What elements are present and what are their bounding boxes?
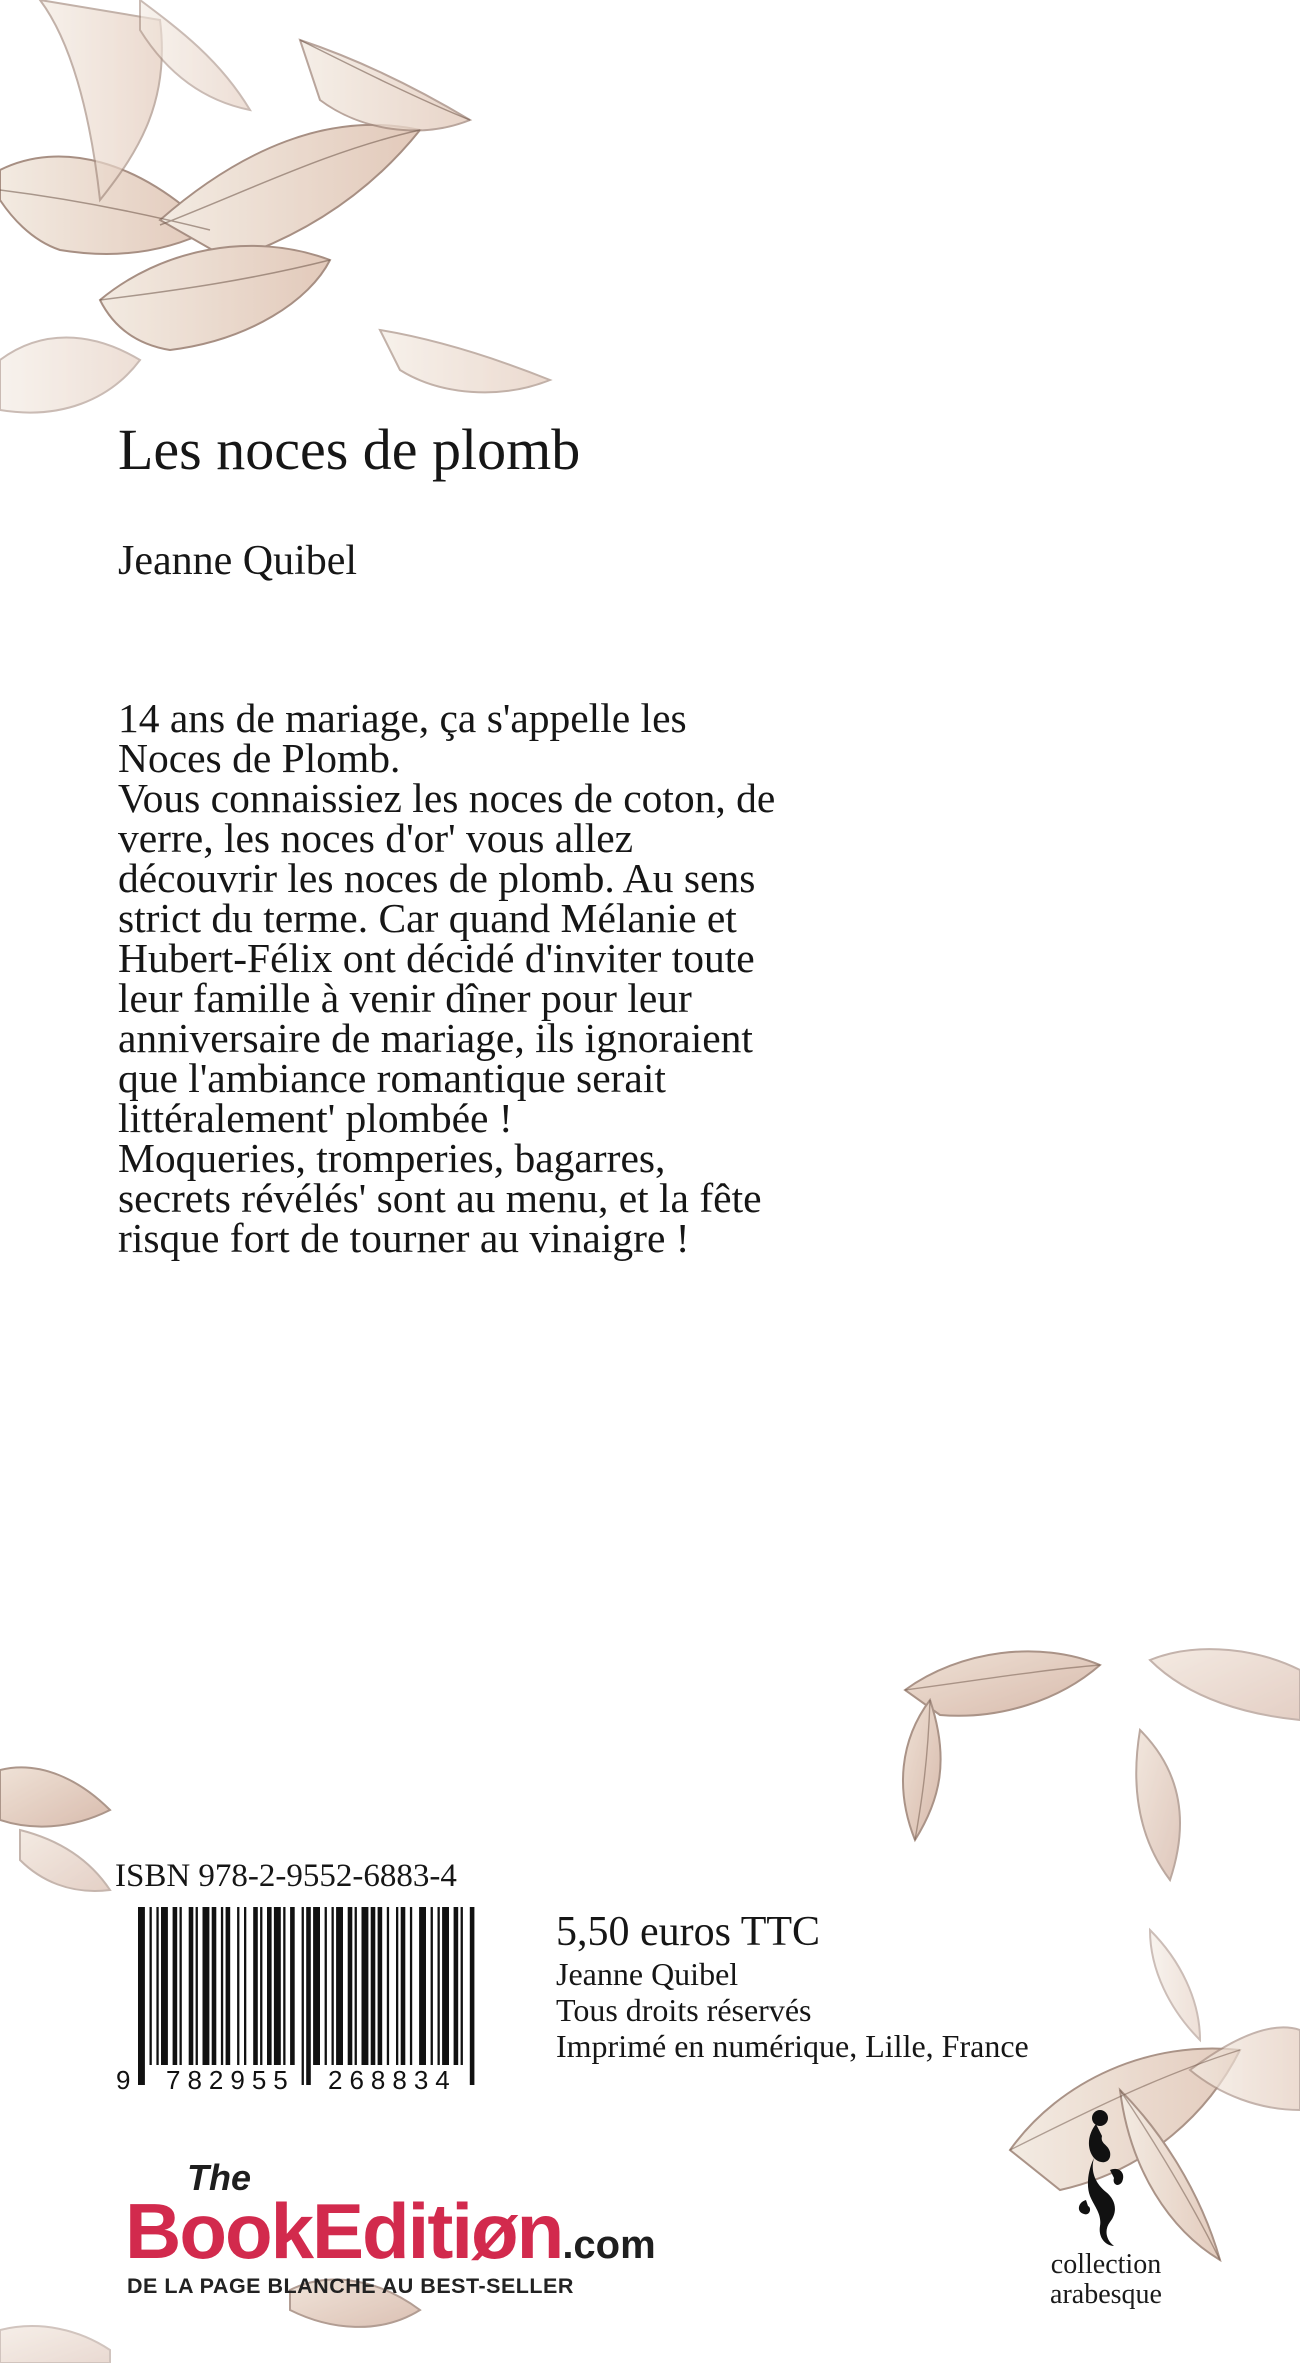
blurb-line: découvrir les noces de plomb. Au sens bbox=[118, 855, 756, 901]
barcode-bar bbox=[156, 1907, 158, 2065]
blurb-line: littéralement' plombée ! bbox=[118, 1095, 513, 1141]
barcode-bar bbox=[355, 1907, 357, 2065]
blurb-line: verre, les noces d'or' vous allez bbox=[118, 815, 634, 861]
book-author: Jeanne Quibel bbox=[118, 538, 358, 584]
barcode-bar bbox=[221, 1907, 223, 2065]
blurb-line: Vous connaissiez les noces de coton, de bbox=[118, 775, 776, 821]
barcode-bar bbox=[438, 1907, 440, 2065]
barcode-bar bbox=[138, 1907, 145, 2085]
barcode-bar bbox=[362, 1907, 369, 2065]
blurb-line: anniversaire de mariage, ils ignoraient bbox=[118, 1015, 753, 1061]
collection-logo bbox=[1016, 2100, 1196, 2340]
collection-line2: arabesque bbox=[1050, 2279, 1162, 2310]
barcode-digits-right: 268834 bbox=[328, 2065, 457, 2093]
barcode-bar bbox=[442, 1907, 449, 2065]
blurb-line: que l'ambiance romantique serait bbox=[118, 1055, 666, 1101]
logo-name-part2: n bbox=[516, 2187, 563, 2275]
barcode-bar bbox=[470, 1907, 475, 2085]
barcode-bar bbox=[378, 1907, 383, 2065]
barcode-bar bbox=[196, 1907, 198, 2065]
price: 5,50 euros TTC bbox=[556, 1909, 821, 1955]
barcode-bar bbox=[461, 1907, 463, 2065]
blurb-line: strict du terme. Car quand Mélanie et bbox=[118, 895, 737, 941]
logo-name-part1: BookEditi bbox=[125, 2187, 471, 2275]
barcode-bar bbox=[371, 1907, 376, 2065]
barcode-bar bbox=[336, 1907, 343, 2065]
barcode-bar bbox=[260, 1907, 262, 2065]
barcode-bar bbox=[348, 1907, 353, 2065]
barcode-bar bbox=[325, 1907, 327, 2065]
barcode bbox=[116, 1905, 488, 2093]
left-lower-leaf-cluster bbox=[0, 1767, 110, 1891]
logo-the: The bbox=[187, 2157, 252, 2198]
imprint-printed: Imprimé en numérique, Lille, France bbox=[556, 2028, 1029, 2064]
isbn-label: ISBN 978-2-9552-6883-4 bbox=[115, 1858, 457, 1894]
barcode-bar bbox=[203, 1907, 210, 2065]
barcode-bar bbox=[396, 1907, 398, 2065]
barcode-bar bbox=[180, 1907, 182, 2065]
book-title: Les noces de plomb bbox=[118, 417, 581, 482]
barcode-bar bbox=[189, 1907, 194, 2065]
right-leaf-cluster bbox=[903, 1649, 1300, 1880]
barcode-bar bbox=[237, 1907, 239, 2065]
barcode-bar bbox=[274, 1907, 281, 2065]
barcode-bar bbox=[454, 1907, 459, 2065]
barcode-bar bbox=[387, 1907, 389, 2065]
barcode-bar bbox=[401, 1907, 406, 2065]
collection-line1: collection bbox=[1050, 2249, 1162, 2280]
barcode-bar bbox=[244, 1907, 246, 2065]
barcode-digit-first: 9 bbox=[116, 2065, 131, 2093]
barcode-bar bbox=[306, 1907, 311, 2085]
barcode-bar bbox=[212, 1907, 217, 2065]
barcode-bar bbox=[410, 1907, 412, 2065]
barcode-bar bbox=[161, 1907, 168, 2065]
barcode-bar bbox=[419, 1907, 426, 2065]
barcode-bar bbox=[313, 1907, 320, 2065]
imprint-block bbox=[556, 1908, 1029, 2064]
book-blurb bbox=[118, 695, 998, 1261]
barcode-bar bbox=[226, 1907, 231, 2065]
blurb-line: risque fort de tourner au vinaigre ! bbox=[118, 1215, 690, 1261]
barcode-bar bbox=[332, 1907, 334, 2065]
imprint-rights: Tous droits réservés bbox=[556, 1992, 812, 2028]
barcode-digits-left: 782955 bbox=[166, 2065, 295, 2093]
logo-quill-o-icon: ø bbox=[471, 2187, 517, 2275]
blurb-line: 14 ans de mariage, ça s'appelle les bbox=[118, 695, 687, 741]
logo-wordmark bbox=[125, 2187, 656, 2286]
barcode-bar bbox=[253, 1907, 258, 2065]
logo-domain: .com bbox=[562, 2223, 656, 2267]
barcode-bar bbox=[290, 1907, 295, 2065]
blurb-line: Noces de Plomb. bbox=[118, 735, 401, 781]
barcode-bar bbox=[173, 1907, 178, 2065]
barcode-bar bbox=[283, 1907, 285, 2065]
barcode-bar bbox=[431, 1907, 433, 2065]
arabesque-figure-icon bbox=[1066, 2100, 1146, 2250]
publisher-logo bbox=[125, 2157, 725, 2310]
logo-tagline: DE LA PAGE BLANCHE AU BEST-SELLER bbox=[127, 2274, 574, 2298]
blurb-line: leur famille à venir dîner pour leur bbox=[118, 975, 692, 1021]
barcode-bar bbox=[150, 1907, 152, 2065]
barcode-bar bbox=[302, 1907, 304, 2085]
blurb-line: Moqueries, tromperies, bagarres, bbox=[118, 1135, 666, 1181]
blurb-line: secrets révélés' sont au menu, et la fête bbox=[118, 1175, 762, 1221]
barcode-bar bbox=[267, 1907, 272, 2065]
blurb-line: Hubert-Félix ont décidé d'inviter toute bbox=[118, 935, 755, 981]
imprint-author: Jeanne Quibel bbox=[556, 1956, 739, 1992]
top-left-leaf-cluster bbox=[0, 0, 550, 413]
